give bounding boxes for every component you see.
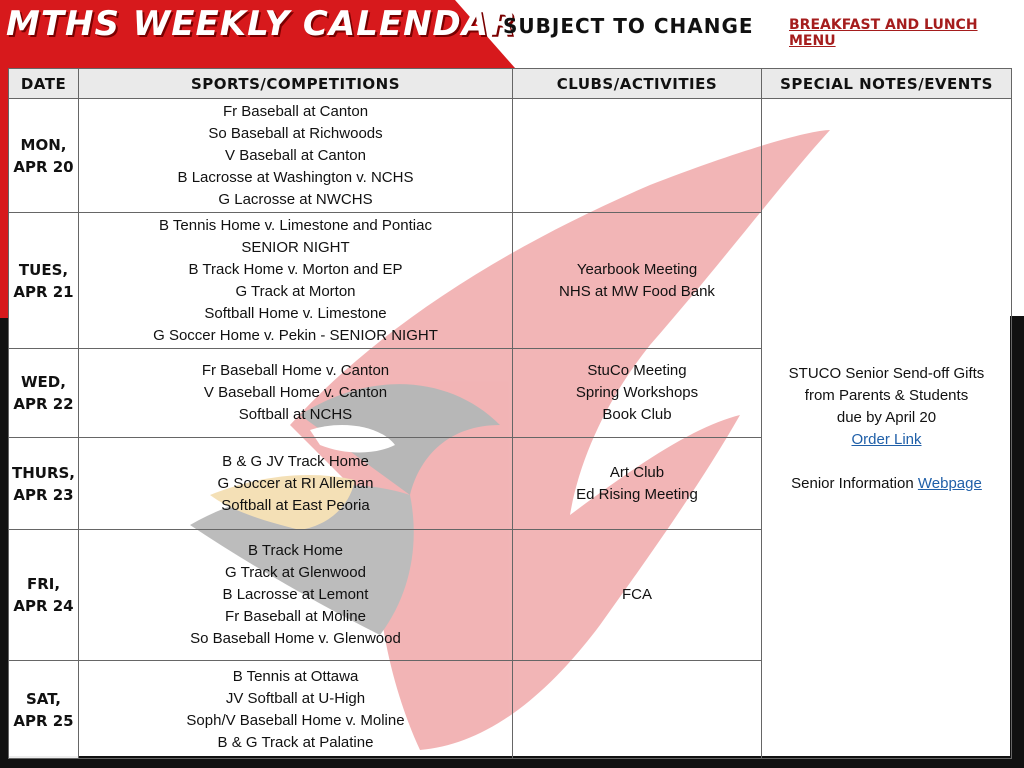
- sports-item: SENIOR NIGHT: [241, 238, 350, 256]
- calendar-table: [8, 68, 1012, 759]
- club-item: Ed Rising Meeting: [576, 485, 698, 503]
- date-label: APR 21: [13, 282, 74, 301]
- clubs-cell: [513, 438, 762, 530]
- date-cell: [9, 438, 79, 530]
- club-item: StuCo Meeting: [587, 362, 687, 379]
- sports-item: Fr Baseball at Canton: [222, 102, 369, 120]
- sports-item: Fr Baseball Home v. Canton: [201, 362, 390, 379]
- notes-line: from Parents & Students: [804, 386, 969, 404]
- day-label: MON,: [20, 135, 67, 154]
- date-cell: [9, 661, 79, 759]
- notes-line: due by April 20: [836, 408, 937, 426]
- date-label: APR 20: [13, 157, 74, 176]
- column-header-clubs: CLUBS/ACTIVITIES: [513, 69, 762, 99]
- sports-item: B Lacrosse at Lemont: [222, 586, 369, 603]
- sports-item: B Tennis at Ottawa: [232, 667, 359, 685]
- notes-line: STUCO Senior Send-off Gifts: [788, 364, 985, 382]
- table-row: [9, 99, 1012, 213]
- sports-cell: [79, 661, 513, 759]
- sports-cell: [79, 213, 513, 349]
- sports-item: G Track at Glenwood: [225, 564, 366, 581]
- left-black-border: [0, 318, 8, 768]
- column-header-sports: SPORTS/COMPETITIONS: [79, 69, 513, 99]
- sports-item: B Track Home v. Morton and EP: [188, 260, 403, 278]
- day-label: TUES,: [18, 260, 69, 279]
- column-header-date: DATE: [9, 69, 79, 99]
- club-item: Spring Workshops: [575, 384, 699, 401]
- club-item: NHS at MW Food Bank: [559, 282, 715, 300]
- sports-item: V Baseball Home v. Canton: [203, 384, 388, 401]
- right-black-border: [1010, 316, 1024, 768]
- day-label: FRI,: [26, 575, 61, 593]
- senior-info-webpage-link[interactable]: Webpage: [917, 474, 982, 492]
- day-label: THURS,: [11, 463, 76, 482]
- left-red-border: [0, 68, 8, 318]
- sports-cell: [79, 99, 513, 213]
- clubs-cell: [513, 349, 762, 438]
- sports-item: V Baseball at Canton: [225, 146, 366, 164]
- club-item: Art Club: [609, 463, 665, 481]
- sports-item: Softball at East Peoria: [221, 496, 370, 514]
- clubs-cell: [513, 99, 762, 213]
- club-item: Yearbook Meeting: [576, 260, 698, 278]
- subtitle: SUBJECT TO CHANGE: [503, 14, 754, 38]
- sports-item: B & G Track at Palatine: [217, 733, 374, 751]
- sports-item: Softball Home v. Limestone: [204, 304, 387, 322]
- date-label: APR 22: [13, 395, 74, 413]
- sports-item: B Tennis Home v. Limestone and Pontiac: [159, 216, 432, 234]
- date-label: APR 23: [13, 485, 74, 504]
- special-notes-cell: [762, 99, 1012, 759]
- club-item: FCA: [622, 586, 652, 603]
- sports-cell: [79, 438, 513, 530]
- sports-item: Softball at NCHS: [238, 406, 353, 423]
- date-cell: [9, 99, 79, 213]
- sports-item: Soph/V Baseball Home v. Moline: [186, 711, 405, 729]
- clubs-cell: [513, 530, 762, 661]
- sports-item: B Lacrosse at Washington v. NCHS: [177, 168, 414, 186]
- clubs-cell: [513, 213, 762, 349]
- date-cell: [9, 349, 79, 438]
- sports-cell: [79, 530, 513, 661]
- day-label: WED,: [21, 373, 66, 391]
- date-cell: [9, 530, 79, 661]
- sports-item: G Lacrosse at NWCHS: [218, 190, 373, 208]
- column-header-notes: SPECIAL NOTES/EVENTS: [762, 69, 1012, 99]
- date-label: APR 24: [13, 597, 74, 615]
- breakfast-lunch-menu-link[interactable]: BREAKFAST AND LUNCH MENU: [789, 17, 978, 49]
- page-title: MTHS WEEKLY CALENDAR: [6, 4, 517, 44]
- sports-item: Fr Baseball at Moline: [225, 608, 366, 625]
- day-label: SAT,: [25, 689, 62, 708]
- date-cell: [9, 213, 79, 349]
- senior-info-text: Senior Information: [791, 474, 914, 492]
- sports-cell: [79, 349, 513, 438]
- sports-item: B & G JV Track Home: [222, 452, 369, 470]
- sports-item: G Soccer Home v. Pekin - SENIOR NIGHT: [153, 326, 438, 344]
- sports-item: G Track at Morton: [235, 282, 356, 300]
- date-label: APR 25: [13, 711, 74, 730]
- sports-item: JV Softball at U-High: [225, 689, 366, 707]
- clubs-cell: [513, 661, 762, 759]
- club-item: Book Club: [602, 406, 672, 423]
- order-link[interactable]: Order Link: [851, 430, 922, 448]
- sports-item: G Soccer at RI Alleman: [217, 474, 374, 492]
- sports-item: So Baseball Home v. Glenwood: [190, 630, 401, 647]
- sports-item: B Track Home: [247, 542, 344, 559]
- table-header-row: [9, 69, 1012, 99]
- sports-item: So Baseball at Richwoods: [208, 124, 383, 142]
